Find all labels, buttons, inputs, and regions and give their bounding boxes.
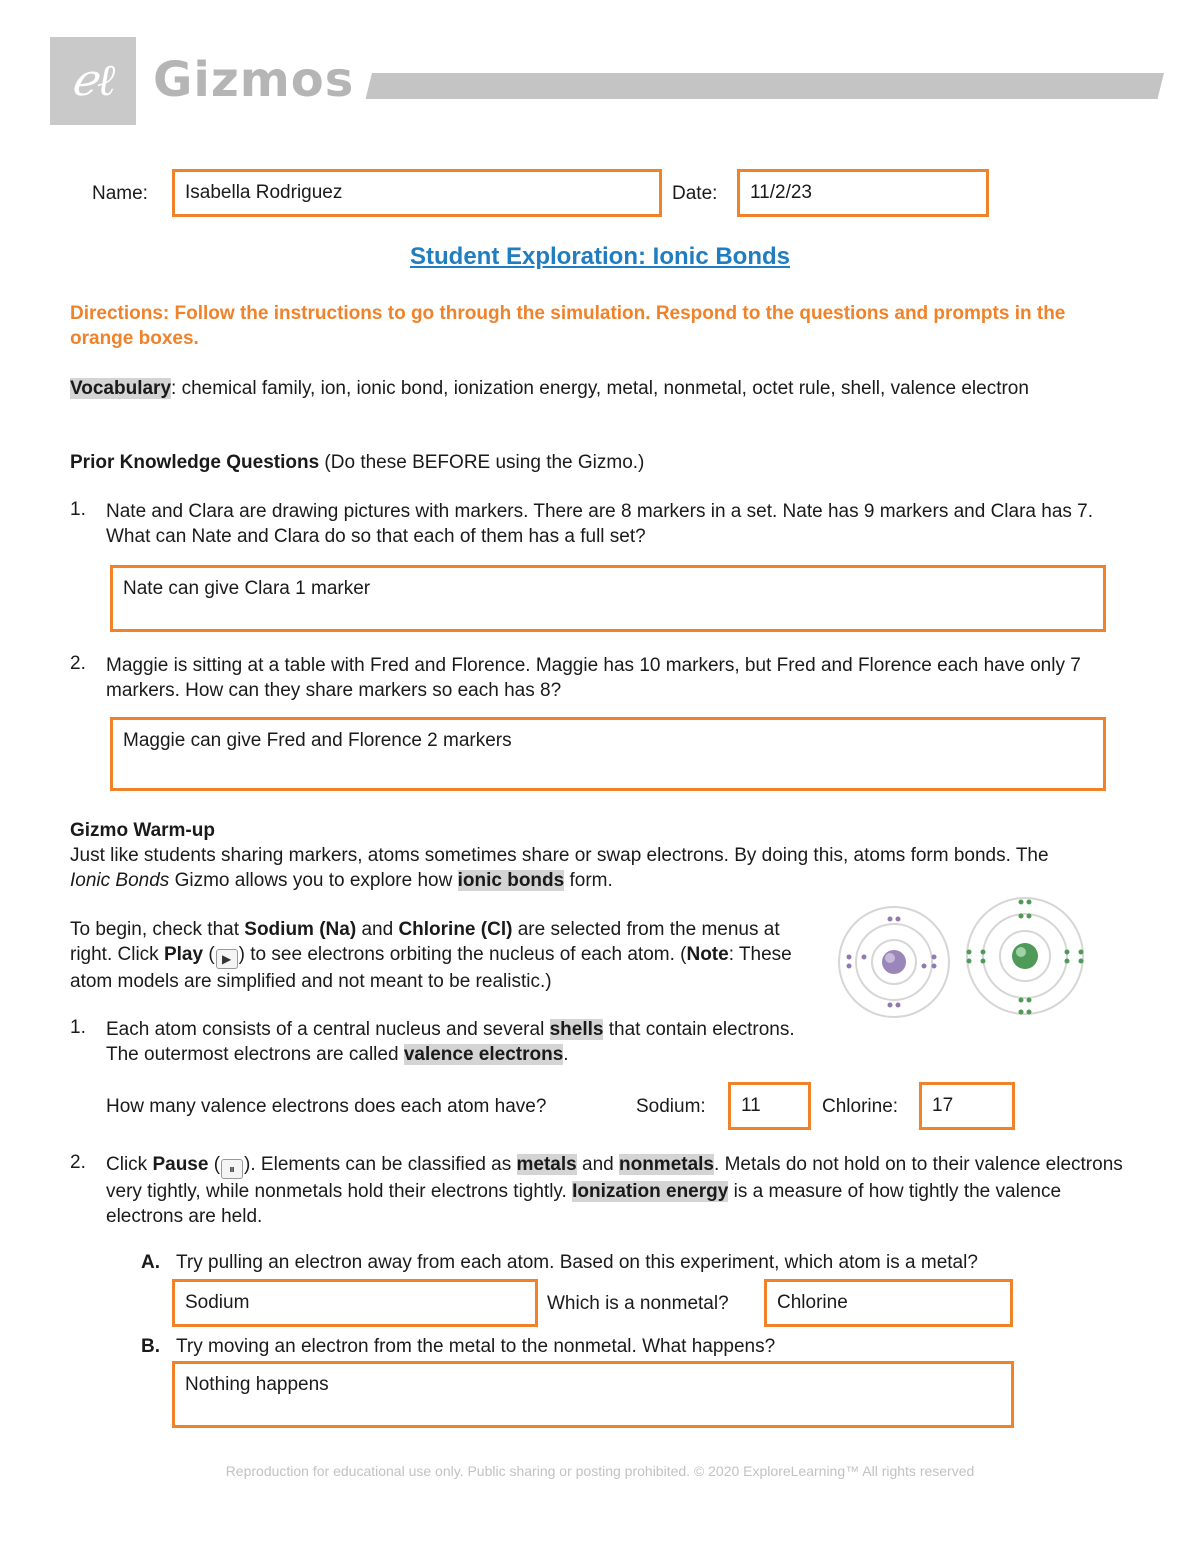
warmup-paragraph-1: Just like students sharing markers, atoms sometimes share or swap electrons. By doing this, atoms form bonds. The Ionic Bonds Gizmo allows you to explore how ionic bonds form. [70, 845, 1049, 891]
prior-q2-answer[interactable]: Maggie can give Fred and Florence 2 markers [110, 717, 1106, 791]
page-title: Student Exploration: Ionic Bonds [410, 243, 790, 270]
date-label: Date: [672, 183, 718, 204]
prior-q1-number: 1. [70, 499, 86, 520]
play-icon: ▶ [216, 949, 238, 969]
name-label: Name: [92, 183, 148, 204]
term-ionization-energy: Ionization energy [572, 1181, 729, 1202]
part-a-letter: A. [141, 1252, 160, 1273]
term-shells: shells [549, 1019, 604, 1040]
pause-icon: ⏸ [221, 1159, 243, 1179]
footer-copyright: Reproduction for educational use only. Public sharing or posting prohibited. © 2020 ExploreLearning™ All rights reserved [225, 1463, 975, 1479]
explorelearning-logo-icon: ℯℓ [70, 55, 116, 106]
nonmetal-answer-field[interactable]: Chlorine [764, 1279, 1013, 1327]
prior-heading-note: (Do these BEFORE using the Gizmo.) [319, 452, 645, 473]
part-b-text: Try moving an electron from the metal to the nonmetal. What happens? [176, 1336, 776, 1357]
prior-heading-title: Prior Knowledge Questions [70, 452, 320, 473]
term-nonmetals: nonmetals [618, 1154, 715, 1175]
header-bar [366, 73, 1164, 99]
prior-q1-text: Nate and Clara are drawing pictures with markers. There are 8 markers in a set. Nate has 9 markers and Clara has 7. What can Nate and Clara do so that each of them has a full set? [106, 501, 1094, 547]
warmup-paragraph-2: To begin, check that Sodium (Na) and Chlorine (Cl) are selected from the menus at right. Click Play ( ▶ ) to see electrons orbiting the nucleus of each atom. (Note: These atom models are simplified and not meant to be realistic.) [70, 919, 792, 992]
vocabulary-text: : chemical family, ion, ionic bond, ionization energy, metal, nonmetal, octet rule, shell, valence electron [171, 378, 1029, 399]
part-b-letter: B. [141, 1336, 160, 1357]
term-ionic-bonds: ionic bonds [457, 870, 565, 891]
brand-name: Gizmos [153, 52, 355, 108]
nonmetal-label: Which is a nonmetal? [547, 1293, 729, 1314]
sodium-valence-field[interactable]: 11 [728, 1082, 811, 1130]
term-metals: metals [516, 1154, 577, 1175]
warmup-q1-number: 1. [70, 1017, 86, 1038]
metal-answer-field[interactable]: Sodium [172, 1279, 538, 1327]
valence-question: How many valence electrons does each atom have? [106, 1096, 547, 1117]
chlorine-atom-icon [967, 898, 1084, 1015]
name-field[interactable]: Isabella Rodriguez [172, 169, 662, 217]
warmup-q2-number: 2. [70, 1152, 86, 1173]
warmup-heading: Gizmo Warm-up [70, 820, 215, 841]
sodium-label: Sodium: [636, 1096, 706, 1117]
prior-q1-answer[interactable]: Nate can give Clara 1 marker [110, 565, 1106, 632]
prior-q2-text: Maggie is sitting at a table with Fred and Florence. Maggie has 10 markers, but Fred and Florence each have only 7 markers. How can they share markers so each has 8? [106, 655, 1081, 701]
part-a-text: Try pulling an electron away from each atom. Based on this experiment, which atom is a metal? [176, 1252, 978, 1273]
prior-heading [70, 450, 1130, 475]
chlorine-label: Chlorine: [822, 1096, 899, 1117]
directions: Directions: Follow the instructions to go through the simulation. Respond to the questions and prompts in the orange boxes. [70, 303, 1066, 349]
part-b-answer-field[interactable]: Nothing happens [172, 1361, 1014, 1428]
vocabulary-label: Vocabulary [70, 378, 172, 399]
warmup-q2-text: Click Pause ( ⏸ ). Elements can be classified as metals and nonmetals. Metals do not hold on to their valence electrons very tightly, while nonmetals hold their electrons tightly. Ionization energy is a measure of how tightly the valence electrons are held. [106, 1154, 1123, 1227]
atom-models-illustration [832, 894, 1092, 1034]
vocabulary [70, 376, 1130, 401]
date-field[interactable]: 11/2/23 [737, 169, 989, 217]
sodium-atom-icon [839, 907, 949, 1017]
term-valence-electrons: valence electrons [403, 1044, 564, 1065]
prior-q2-number: 2. [70, 653, 86, 674]
chlorine-valence-field[interactable]: 17 [919, 1082, 1015, 1130]
warmup-q1-text: Each atom consists of a central nucleus and several shells that contain electrons. The outermost electrons are called valence electrons. [106, 1019, 795, 1065]
